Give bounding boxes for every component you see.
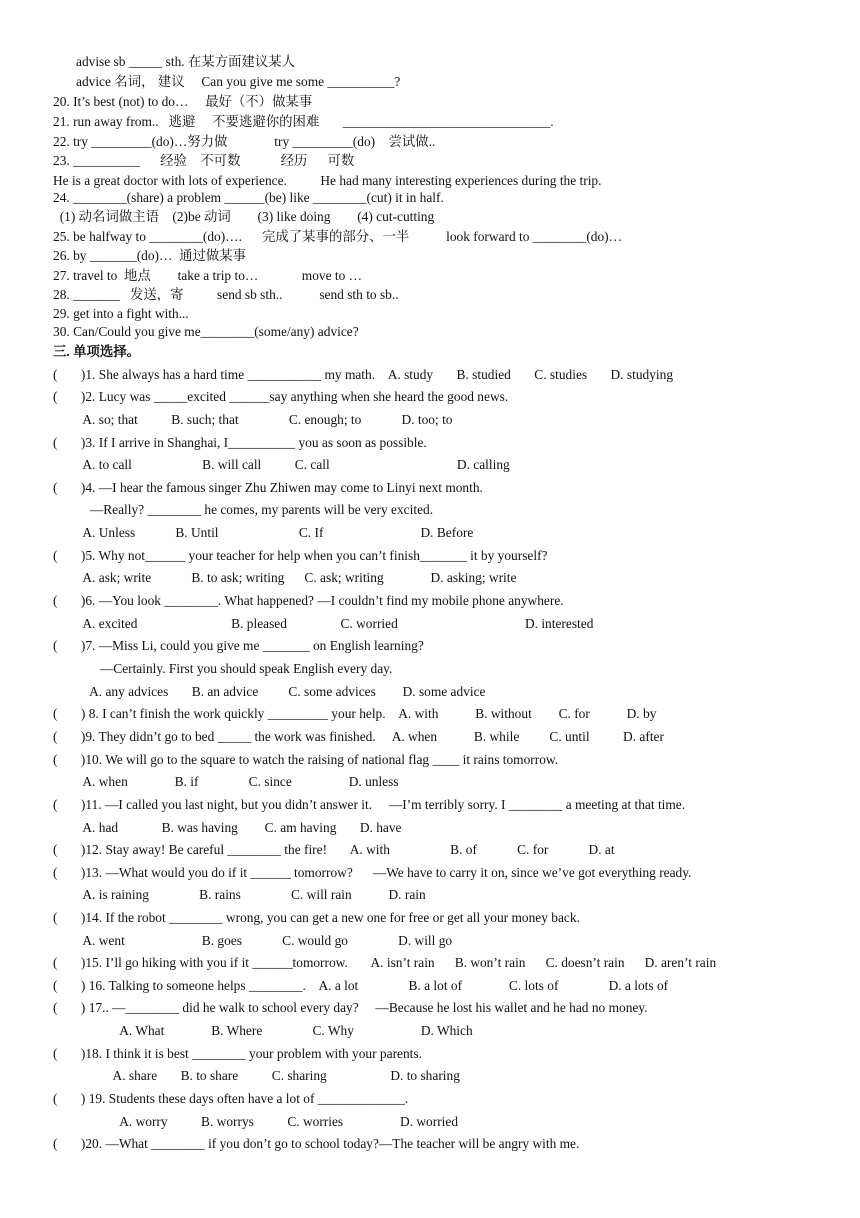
options-line: A. when B. if C. since D. unless: [53, 774, 399, 789]
question-line: ( ) 19. Students these days often have a lot of _____________.: [53, 1091, 409, 1106]
vocab-line: 27. travel to 地点 take a trip to… move to …: [53, 268, 363, 283]
vocab-line: 28. _______ 发送，寄 send sb sth.. send sth to sb..: [53, 287, 399, 302]
question-line: ( )2. Lucy was _____excited ______say anything when she heard the good news.: [53, 389, 509, 404]
options-line: A. Unless B. Until C. If D. Before: [53, 525, 474, 540]
options-line: A. so; that B. such; that C. enough; to D. too; to: [53, 412, 453, 427]
options-line: A. went B. goes C. would go D. will go: [53, 933, 453, 948]
vocab-line: 24. ________(share) a problem ______(be) like ________(cut) it in half.: [53, 190, 444, 205]
question-line: —Really? ________ he comes, my parents will be very excited.: [53, 502, 434, 517]
options-line: A. worry B. worrys C. worries D. worried: [53, 1114, 459, 1129]
question-line: ( )7. —Miss Li, could you give me _______ on English learning?: [53, 638, 424, 653]
section-title: 三. 单项选择。: [53, 344, 141, 359]
vocab-line: (1) 动名词做主语 (2)be 动词 (3) like doing (4) cut-cutting: [53, 209, 435, 224]
question-line: ( ) 17.. —________ did he walk to school every day? —Because he lost his wallet and he had no money.: [53, 1000, 648, 1015]
question-line: ( )14. If the robot ________ wrong, you can get a new one for free or get all your money back.: [53, 910, 580, 925]
question-line: ( )6. —You look ________. What happened? —I couldn’t find my mobile phone anywhere.: [53, 593, 564, 608]
question-line: ( )11. —I called you last night, but you didn’t answer it. —I’m terribly sorry. I ________ a meeting at that time.: [53, 797, 686, 812]
vocab-line: 25. be halfway to ________(do)…. 完成了某事的部分、一半 look forward to ________(do)…: [53, 229, 623, 244]
question-line: ( ) 16. Talking to someone helps ________. A. a lot B. a lot of C. lots of D. a lots of: [53, 978, 669, 993]
options-line: A. ask; write B. to ask; writing C. ask; writing D. asking; write: [53, 570, 517, 585]
vocab-line: 30. Can/Could you give me________(some/any) advice?: [53, 324, 359, 339]
vocab-line: advise sb _____ sth. 在某方面建议某人: [76, 54, 296, 69]
options-line: A. to call B. will call C. call D. calling: [53, 457, 510, 472]
options-line: A. is raining B. rains C. will rain D. rain: [53, 887, 426, 902]
question-line: ( )5. Why not______ your teacher for help when you can’t finish_______ it by yourself?: [53, 548, 548, 563]
vocab-line: He is a great doctor with lots of experience. He had many interesting experiences during the trip.: [53, 173, 602, 188]
vocab-line: 26. by _______(do)… 通过做某事: [53, 248, 247, 263]
options-line: A. share B. to share C. sharing D. to sharing: [53, 1068, 460, 1083]
question-line: ( )15. I’ll go hiking with you if it ______tomorrow. A. isn’t rain B. won’t rain C. doesn’t rain D. aren’t rain: [53, 955, 717, 970]
options-line: A. any advices B. an advice C. some advices D. some advice: [53, 684, 486, 699]
question-line: ( )12. Stay away! Be careful ________ the fire! A. with B. of C. for D. at: [53, 842, 615, 857]
vocab-line: advice 名词， 建议 Can you give me some __________?: [76, 74, 401, 89]
vocab-line: 22. try _________(do)…努力做 try _________(do) 尝试做..: [53, 134, 436, 149]
question-line: ( )13. —What would you do if it ______ tomorrow? —We have to carry it on, since we’ve got everything ready.: [53, 865, 692, 880]
vocab-line: 23. __________ 经验 不可数 经历 可数: [53, 153, 355, 168]
question-line: ( ) 8. I can’t finish the work quickly _________ your help. A. with B. without C. for D. by: [53, 706, 657, 721]
question-line: ( )10. We will go to the square to watch the raising of national flag ____ it rains tomorrow.: [53, 752, 559, 767]
vocab-line: 20. It’s best (not) to do… 最好（不）做某事: [53, 94, 313, 109]
question-line: ( )4. —I hear the famous singer Zhu Zhiwen may come to Linyi next month.: [53, 480, 483, 495]
question-line: ( )9. They didn’t go to bed _____ the work was finished. A. when B. while C. until D. after: [53, 729, 664, 744]
question-line: ( )3. If I arrive in Shanghai, I__________ you as soon as possible.: [53, 435, 427, 450]
vocab-line: 29. get into a fight with...: [53, 306, 189, 321]
vocab-line: 21. run away from.. 逃避 不要逃避你的困难 _______________________________.: [53, 114, 554, 129]
question-line: ( )18. I think it is best ________ your problem with your parents.: [53, 1046, 422, 1061]
options-line: A. had B. was having C. am having D. have: [53, 820, 402, 835]
question-line: ( )1. She always has a hard time ___________ my math. A. study B. studied C. studies D. studying: [53, 367, 674, 382]
question-line: —Certainly. First you should speak English every day.: [53, 661, 393, 676]
options-line: A. What B. Where C. Why D. Which: [53, 1023, 473, 1038]
options-line: A. excited B. pleased C. worried D. interested: [53, 616, 594, 631]
question-line: ( )20. —What ________ if you don’t go to school today?—The teacher will be angry with me.: [53, 1136, 580, 1151]
